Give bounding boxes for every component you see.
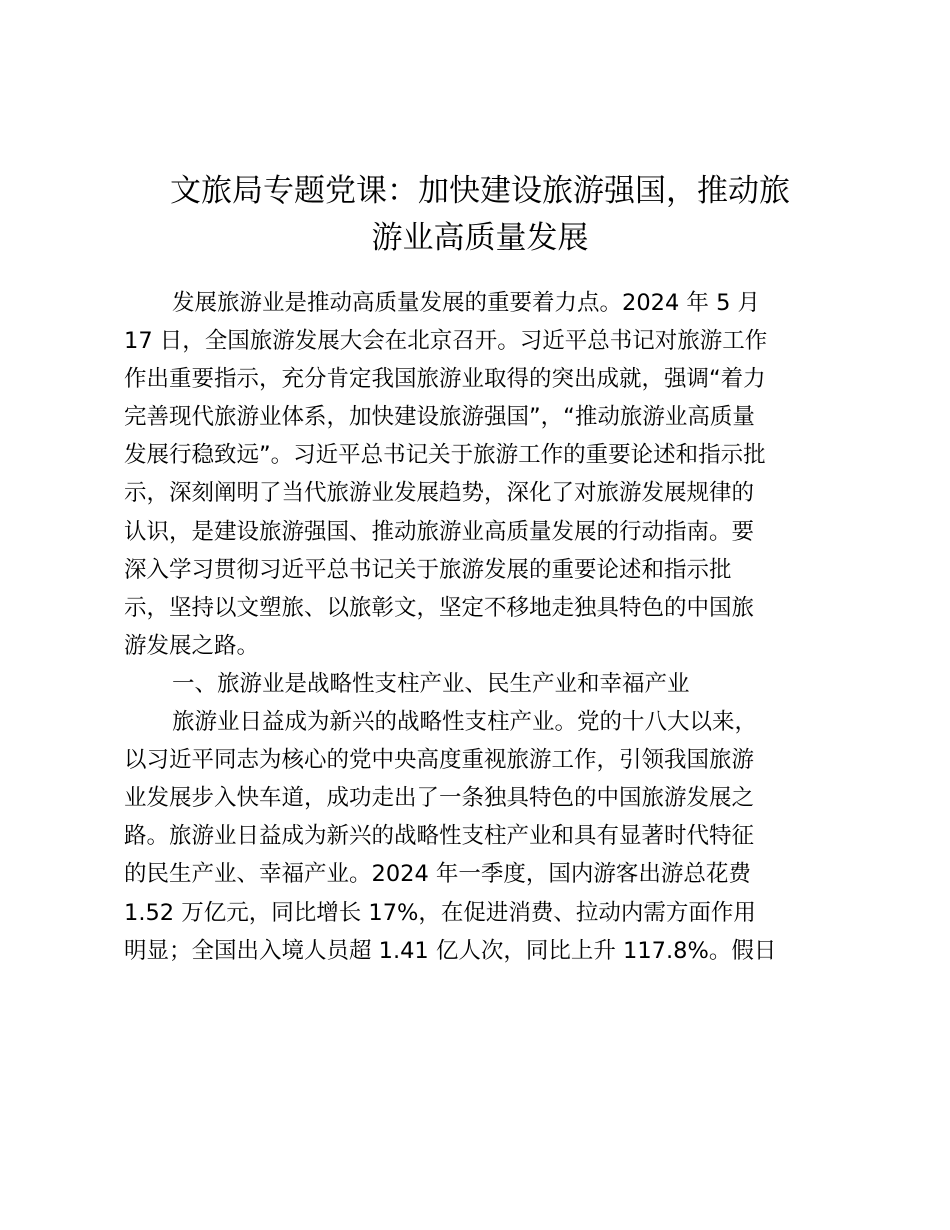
paragraph-line: 深入学习贯彻习近平总书记关于旅游发展的重要论述和指示批 — [124, 556, 732, 583]
paragraph-line: 业发展步入快车道，成功走出了一条独具特色的中国旅游发展之 — [124, 785, 755, 812]
paragraph-line: 完善现代旅游业体系，加快建设旅游强国”，“推动旅游业高质量 — [124, 404, 755, 431]
paragraph-line: 发展行稳致远”。习近平总书记关于旅游工作的重要论述和指示批 — [124, 442, 766, 469]
paragraph-line: 1.52 万亿元，同比增长 17%，在促进消费、拉动内需方面作用 — [124, 899, 756, 926]
paragraph-line: 的民生产业、幸福产业。2024 年一季度，国内游客出游总花费 — [124, 861, 751, 888]
document-title — [120, 168, 840, 262]
paragraph-line: 以习近平同志为核心的党中央高度重视旅游工作，引领我国旅游 — [124, 747, 755, 774]
paragraph-line: 示，深刻阐明了当代旅游业发展趋势，深化了对旅游发展规律的 — [124, 480, 755, 507]
paragraph-body — [124, 703, 844, 970]
paragraph-line: 17 日，全国旅游发展大会在北京召开。习近平总书记对旅游工作 — [124, 328, 768, 355]
document-body — [124, 284, 844, 970]
title-line: 文旅局专题党课：加快建设旅游强国，推动旅 — [170, 173, 790, 209]
section-heading — [124, 665, 844, 703]
section-heading-text: 一、旅游业是战略性支柱产业、民生产业和幸福产业 — [172, 670, 690, 697]
paragraph-line: 路。旅游业日益成为新兴的战略性支柱产业和具有显著时代特征 — [124, 823, 755, 850]
paragraph-intro — [124, 284, 844, 665]
paragraph-line: 发展旅游业是推动高质量发展的重要着力点。2024 年 5 月 — [172, 290, 761, 316]
paragraph-line: 旅游业日益成为新兴的战略性支柱产业。党的十八大以来， — [172, 709, 758, 736]
paragraph-line: 认识，是建设旅游强国、推动旅游业高质量发展的行动指南。要 — [124, 518, 755, 545]
title-line: 游业高质量发展 — [371, 220, 589, 256]
paragraph-line: 游发展之路。 — [124, 632, 260, 659]
paragraph-line: 作出重要指示，充分肯定我国旅游业取得的突出成就，强调“着力 — [124, 366, 766, 393]
paragraph-line: 明显；全国出入境人员超 1.41 亿人次，同比上升 117.8%。假日 — [124, 937, 777, 964]
paragraph-line: 示，坚持以文塑旅、以旅彰文，坚定不移地走独具特色的中国旅 — [124, 594, 755, 621]
